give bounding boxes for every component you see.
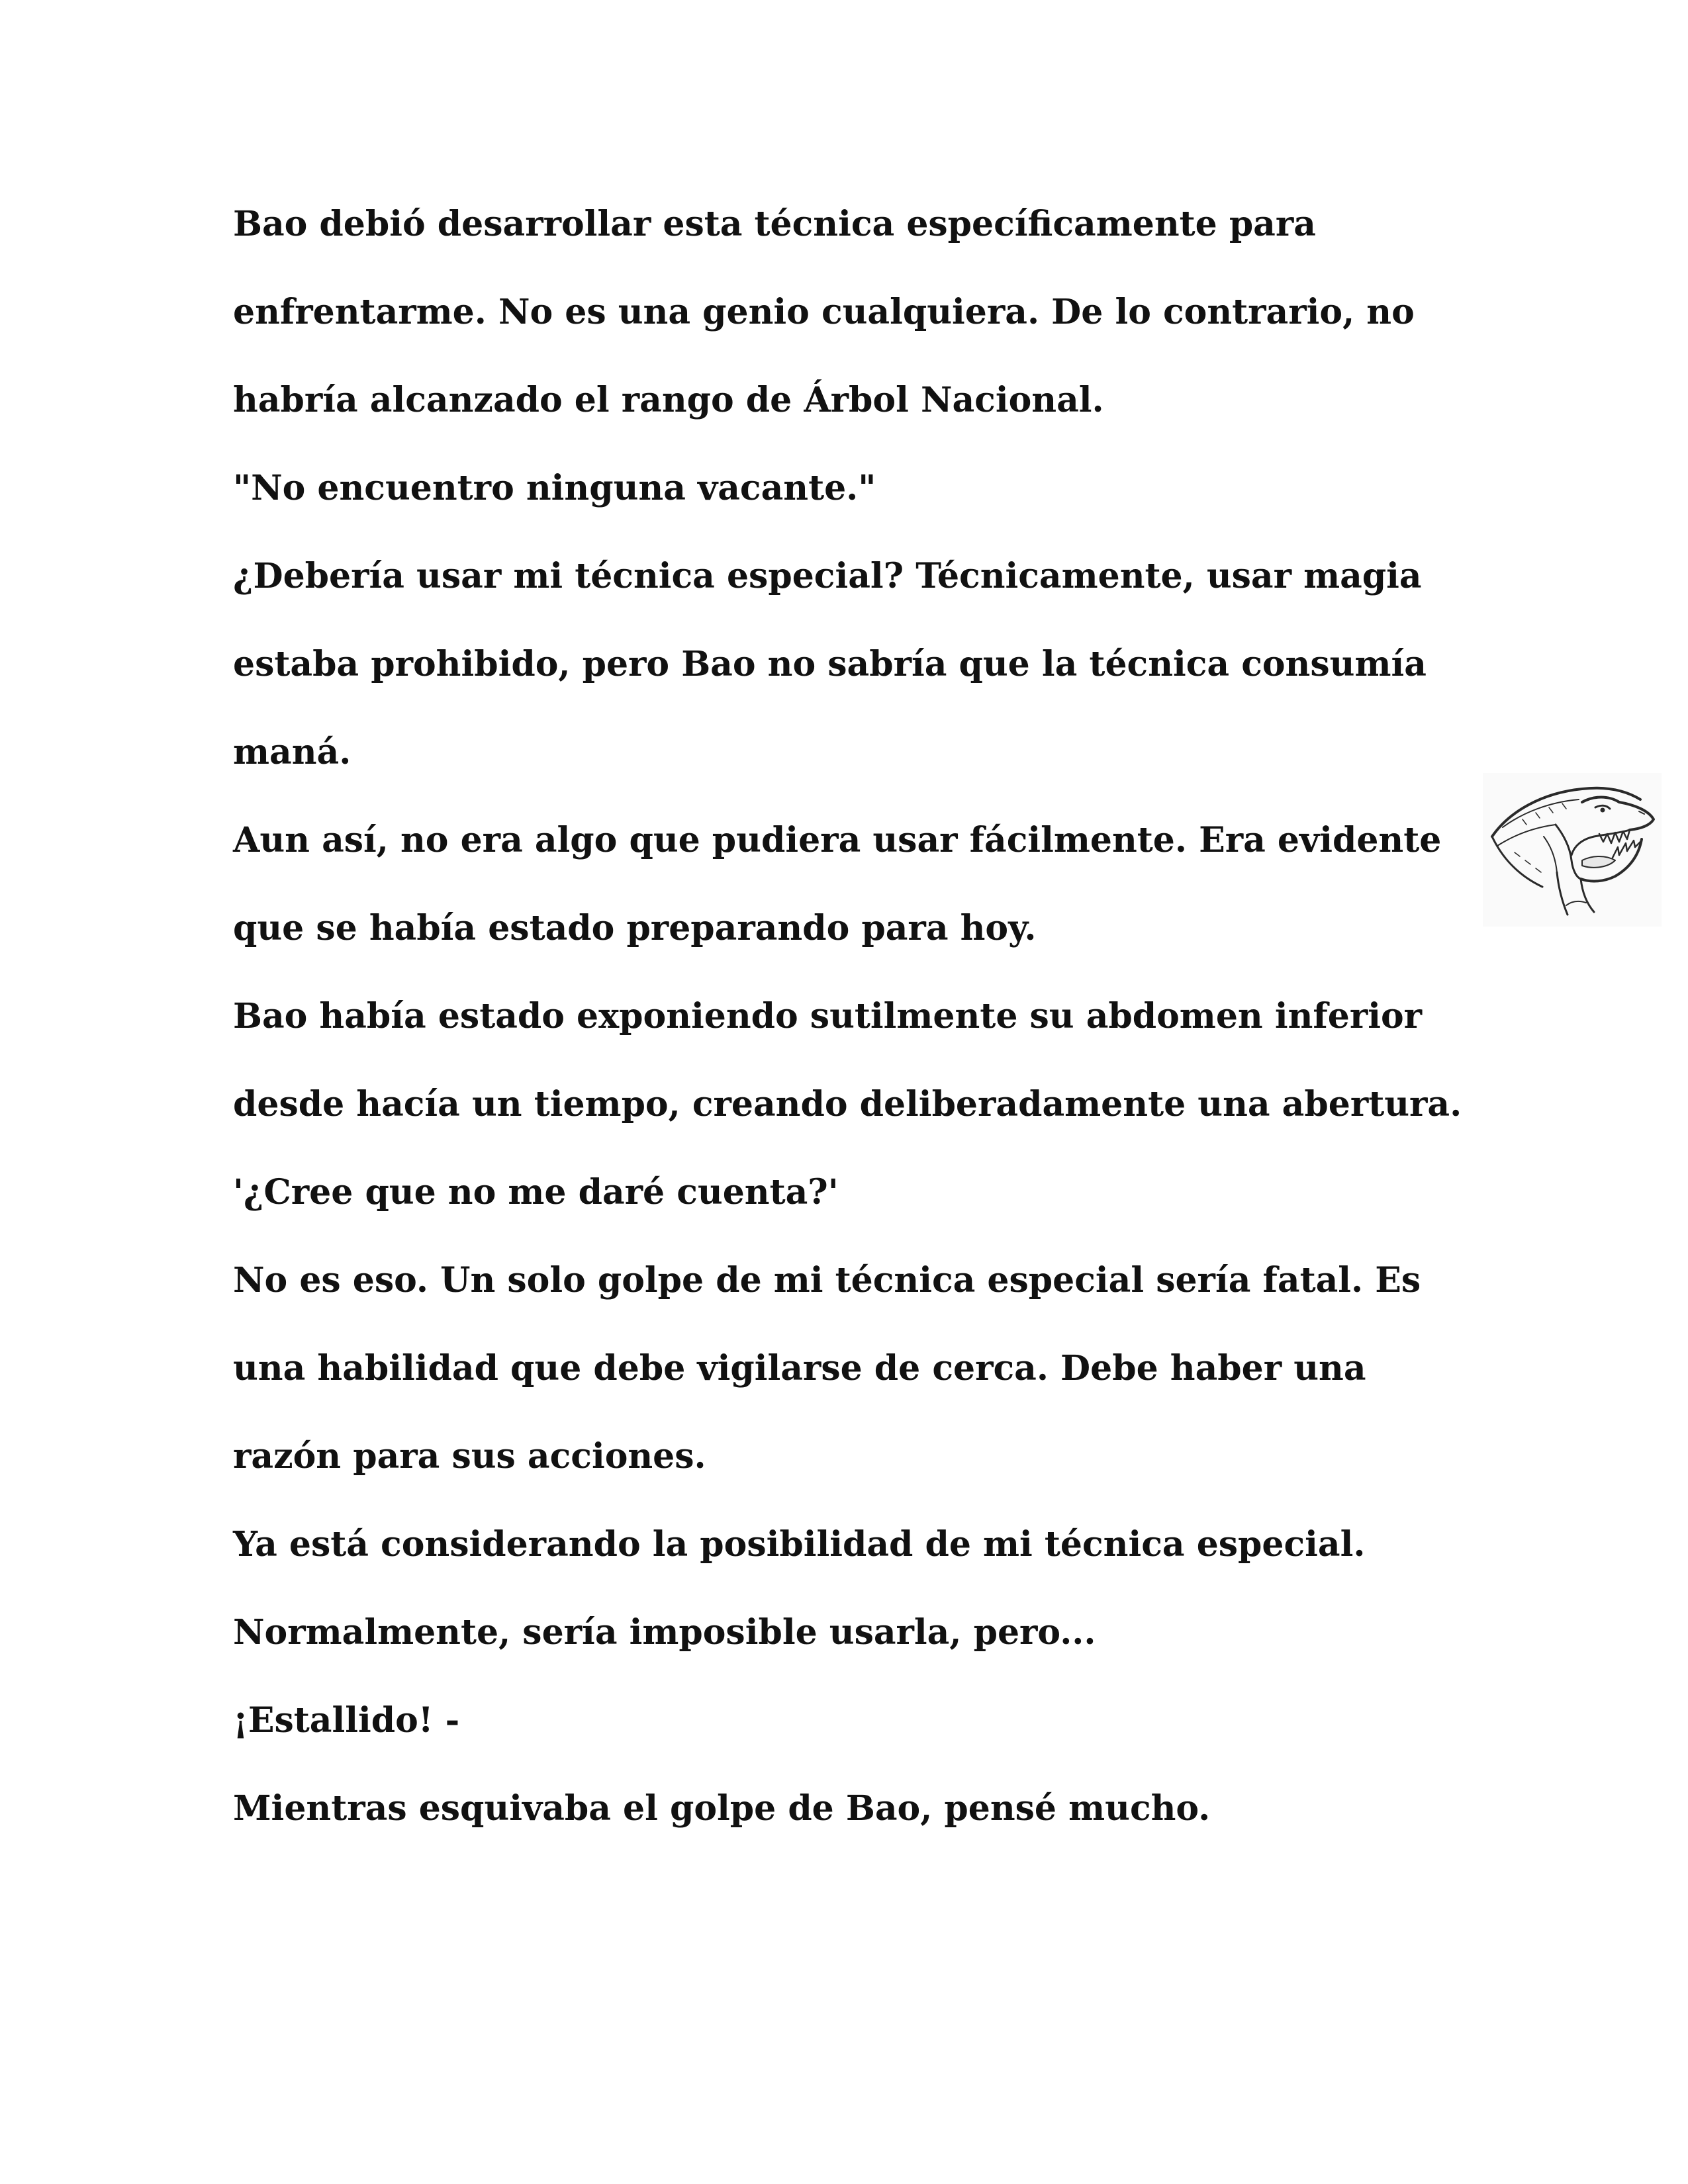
paragraph-8: Ya está considerando la posibilidad de mi técnica especial. xyxy=(233,1524,1366,1565)
paragraph-10: ¡Estallido! - xyxy=(233,1700,460,1741)
paragraph-4: Aun así, no era algo que pudiera usar fácilmente. Era evidente que se había estado preparando para hoy. xyxy=(233,820,1442,948)
paragraph-3: ¿Debería usar mi técnica especial? Técnicamente, usar magia estaba prohibido, pero Bao no sabría que la técnica consumía maná. xyxy=(233,556,1427,772)
dinosaur-head-icon xyxy=(1483,773,1662,927)
paragraph-5: Bao había estado exponiendo sutilmente su abdomen inferior desde hacía un tiempo, creando deliberadamente una abertura. xyxy=(233,996,1462,1124)
paragraph-2: "No encuentro ninguna vacante." xyxy=(233,468,876,508)
paragraph-9: Normalmente, sería imposible usarla, pero... xyxy=(233,1612,1096,1653)
paragraph-1: Bao debió desarrollar esta técnica específicamente para enfrentarme. No es una genio cualquiera. De lo contrario, no habría alcanzado el rango de Árbol Nacional. xyxy=(233,204,1415,420)
body-text xyxy=(233,180,1464,1852)
paragraph-6: '¿Cree que no me daré cuenta?' xyxy=(233,1172,839,1212)
paragraph-7: No es eso. Un solo golpe de mi técnica especial sería fatal. Es una habilidad que debe vigilarse de cerca. Debe haber una razón para sus acciones. xyxy=(233,1260,1421,1477)
paragraph-11: Mientras esquivaba el golpe de Bao, pensé mucho. xyxy=(233,1788,1211,1829)
